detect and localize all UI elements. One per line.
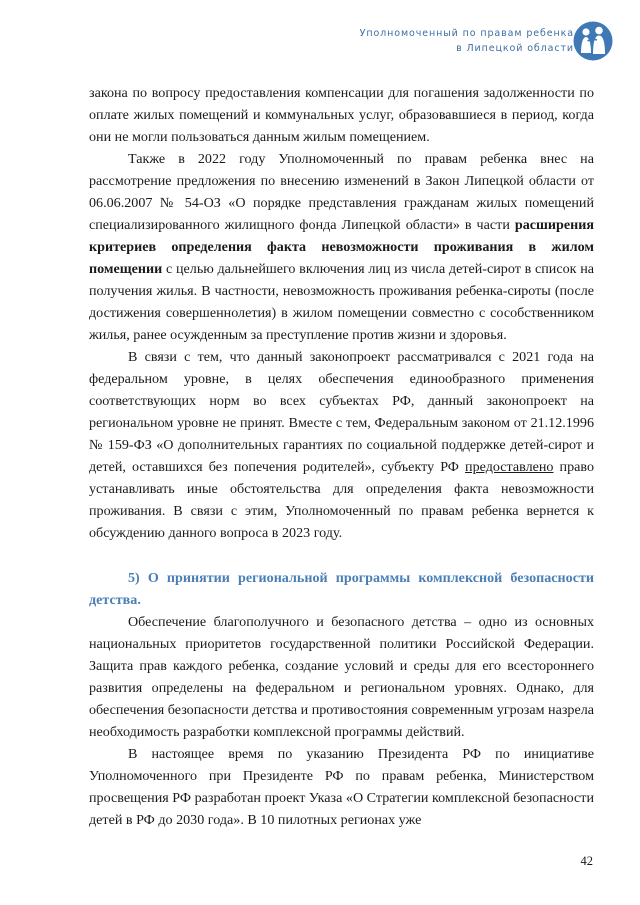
paragraph: закона по вопросу предоставления компенсации для погашения задолженности по оплате жилых помещений и коммунальных услуг, образовавшиеся в период, когда они не могли пользоваться данным жилым помещением. [89, 85, 594, 145]
paragraph [89, 346, 594, 544]
paragraph [89, 148, 594, 346]
page-number: 42 [580, 854, 593, 868]
paragraph-text: с целью дальнейшего включения лиц из числа детей-сирот в список на получения жилья. В частности, невозможность проживания ребенка-сироты (после достижения совершеннолетия) в жилом помещении совместно с сособственником жилья, ранее осужденным за преступление против жизни и здоровья. [89, 261, 594, 343]
paragraph-text: право устанавливать иные обстоятельства для определения факта невозможности проживания. В связи с этим, Уполномоченный по правам ребенка вернется к обсуждению данного вопроса в 2023 году. [89, 459, 594, 541]
underlined-text: предоставлено [465, 459, 554, 475]
header-region: в Липецкой области [456, 43, 574, 54]
ombudsman-logo-icon [573, 21, 613, 61]
paragraph-text: В связи с тем, что данный законопроект рассматривался с 2021 года на федеральном уровне, в целях обеспечения единообразного применения соответствующих норм во всех субъектах РФ, данный законопроект на региональном уровне не принят. Вместе с тем, Федеральным законом от 21.12.1996 № 159-ФЗ «О дополнительных гарантиях по социальной поддержке детей-сирот и детей, оставшихся без попечения родителей», субъекту РФ [89, 349, 594, 475]
document-body [89, 82, 594, 831]
section-heading: 5) О принятии региональной программы комплексной безопасности детства. [89, 570, 594, 608]
paragraph: Обеспечение благополучного и безопасного детства – одно из основных национальных приоритетов государственной политики Российской Федерации. Защита прав каждого ребенка, создание условий и среды для его всестороннего развития определены на федеральном и региональном уровнях. Однако, для обеспечения безопасности детства и противостояния современным угрозам назрела необходимость разработки комплексной программы действий. [89, 614, 594, 740]
bold-text: расширения критериев определения факта невозможности проживания в жилом помещении [89, 217, 594, 277]
paragraph-text: Также в 2022 году Уполномоченный по правам ребенка внес на рассмотрение предложения по внесению изменений в Закон Липецкой области от 06.06.2007 № 54-ОЗ «О порядке представления гражданам жилых помещений специализированного жилищного фонда Липецкой области» в части [89, 151, 594, 233]
header-org-name: Уполномоченный по правам ребенка [359, 28, 574, 39]
paragraph: В настоящее время по указанию Президента РФ по инициативе Уполномоченного при Президенте РФ по правам ребенка, Министерством просвещения РФ разработан проект Указа «О Стратегии комплексной безопасности детей в РФ до 2030 года». В 10 пилотных регионах уже [89, 746, 594, 828]
page-header [360, 26, 574, 56]
